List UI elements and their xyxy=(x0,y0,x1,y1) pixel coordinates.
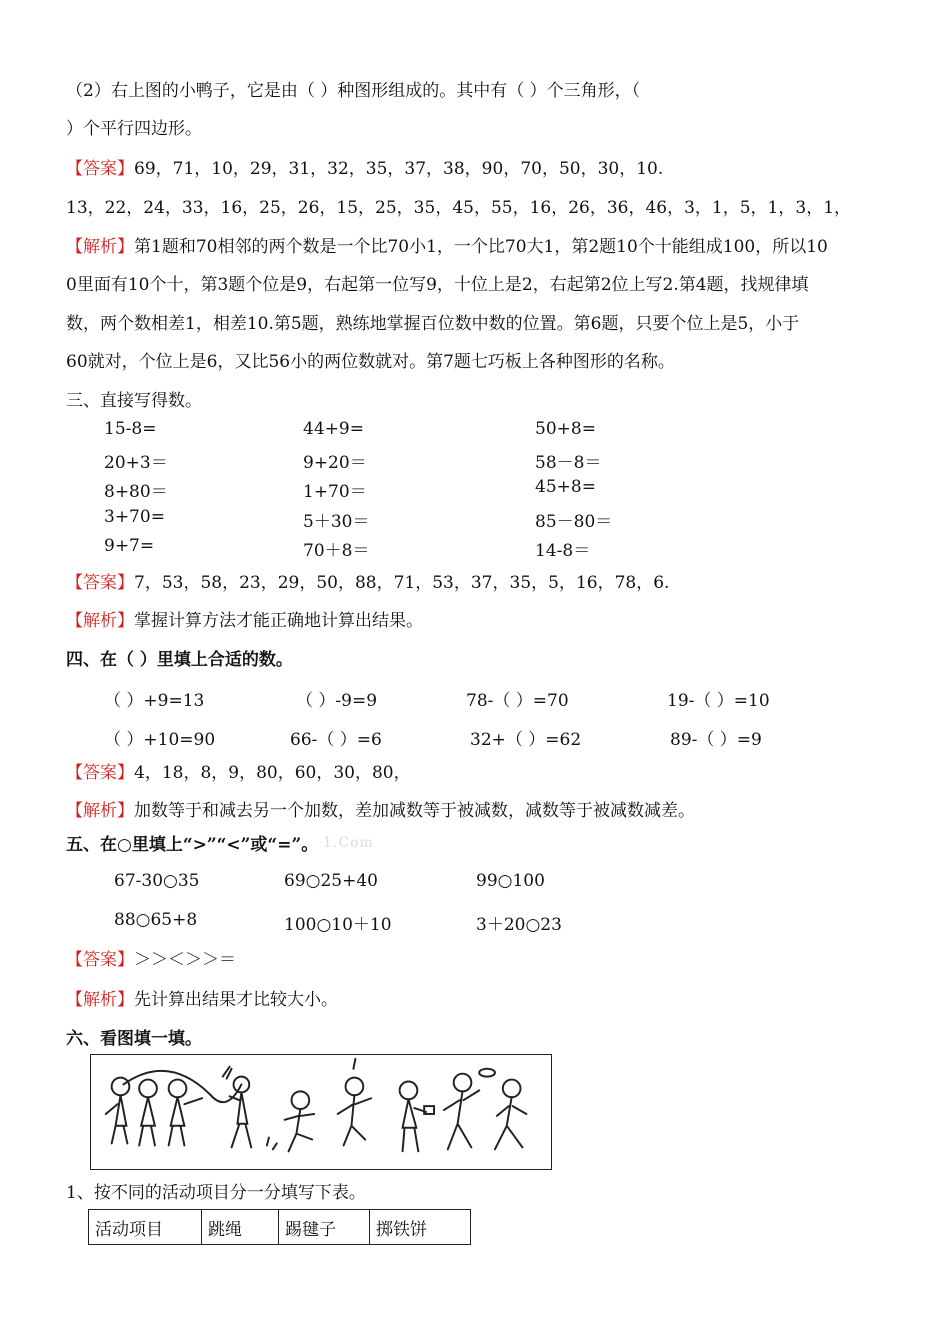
analysis-tag: 【解析】 xyxy=(66,611,134,631)
sec2-analysis-line2: 0里面有10个十，第3题个位是9，右起第一位写9，十位上是2，右起第2位上写2.第4题，找规律填 xyxy=(66,275,809,295)
sec4-analysis-text: 加数等于和减去另一个加数，差加减数等于被减数，减数等于被减数减差。 xyxy=(134,801,695,821)
sec4-r1c4: 19-（ ）=10 xyxy=(667,691,770,711)
analysis-tag: 【解析】 xyxy=(66,237,134,257)
sec2-answer xyxy=(66,158,663,180)
children-activities-illustration xyxy=(90,1054,552,1170)
table-header-cell: 跳绳 xyxy=(202,1210,279,1245)
watermark: 1.Com xyxy=(323,835,374,851)
answer-tag: 【答案】 xyxy=(66,573,134,593)
table-header-cell: 踢毽子 xyxy=(279,1210,370,1245)
sec3-answer xyxy=(66,572,669,594)
sec4-r1c1: （ ）+9=13 xyxy=(104,691,205,711)
sec4-r2c4: 89-（ ）=9 xyxy=(670,730,762,750)
sec4-r2c2: 66-（ ）=6 xyxy=(290,730,382,750)
table-header-cell: 掷铁饼 xyxy=(370,1210,471,1245)
children-drawing xyxy=(91,1055,551,1169)
sec4-r2c1: （ ）+10=90 xyxy=(104,730,216,750)
sec6-title: 六、看图填一填。 xyxy=(66,1029,202,1049)
sec3-r4c2: 5＋30＝ xyxy=(303,512,370,532)
sec4-analysis xyxy=(66,800,695,822)
sec3-r1c2: 44+9= xyxy=(303,419,364,439)
table-header-cell: 活动项目 xyxy=(89,1210,202,1245)
sec2-analysis xyxy=(66,236,828,258)
sec4-r2c3: 32+（ ）=62 xyxy=(470,730,582,750)
sec5-r1c2: 69○25+40 xyxy=(284,871,378,891)
sec3-r3c1: 8+80＝ xyxy=(104,482,168,502)
sec3-title: 三、直接写得数。 xyxy=(66,391,202,411)
sec3-r1c1: 15-8= xyxy=(104,419,157,439)
answer-tag: 【答案】 xyxy=(66,159,134,179)
sec5-r1c3: 99○100 xyxy=(476,871,545,891)
sec3-r2c3: 58－8＝ xyxy=(535,453,602,473)
answer-tag: 【答案】 xyxy=(66,763,134,783)
sec3-analysis xyxy=(66,610,423,632)
sec3-r5c2: 70＋8＝ xyxy=(303,541,370,561)
sec4-answer xyxy=(66,762,411,784)
sec3-r3c3: 45+8= xyxy=(535,477,596,497)
sec5-analysis-text: 先计算出结果才比较大小。 xyxy=(134,990,338,1010)
activity-table xyxy=(88,1209,471,1245)
q2-part2-line1: （2）右上图的小鸭子，它是由（ ）种图形组成的。其中有（ ）个三角形，（ xyxy=(66,81,641,101)
sec5-r1c1: 67-30○35 xyxy=(114,871,200,891)
sec4-r1c3: 78-（ ）=70 xyxy=(466,691,569,711)
sec4-answer-text: 4，18，8，9，80，60，30，80， xyxy=(134,763,411,783)
sec3-analysis-text: 掌握计算方法才能正确地计算出结果。 xyxy=(134,611,423,631)
sec5-answer-text: ＞＞＜＞＞＝ xyxy=(134,950,236,970)
sec5-r2c3: 3＋20○23 xyxy=(476,915,562,935)
sec3-r1c3: 50+8= xyxy=(535,419,596,439)
sec2-analysis-line3: 数，两个数相差1，相差10.第5题，熟练地掌握百位数中数的位置。第6题，只要个位上是5，小于 xyxy=(66,314,800,334)
sec2-analysis-line4: 60就对，个位上是6，又比56小的两位数就对。第7题七巧板上各种图形的名称。 xyxy=(66,352,675,372)
sec5-title: 五、在○里填上“>”“<”或“=”。 xyxy=(66,835,319,855)
q2-part2-line2: ）个平行四边形。 xyxy=(66,119,202,139)
sec3-r5c1: 9+7= xyxy=(104,536,155,556)
analysis-tag: 【解析】 xyxy=(66,990,134,1010)
sec3-answer-text: 7，53，58，23，29，50，88，71，53，37，35，5，16，78，6. xyxy=(134,573,670,593)
sec3-r5c3: 14-8＝ xyxy=(535,541,591,561)
answer-tag: 【答案】 xyxy=(66,950,134,970)
sec2-analysis-line1: 第1题和70相邻的两个数是一个比70小1，一个比70大1，第2题10个十能组成100，所以10 xyxy=(134,237,828,257)
sec3-r2c2: 9+20＝ xyxy=(303,453,367,473)
sec3-r4c1: 3+70= xyxy=(104,507,165,527)
analysis-tag: 【解析】 xyxy=(66,801,134,821)
sec2-answer-line2: 13，22，24，33，16，25，26，15，25，35，45，55，16，26，36，46，3，1，5，1，3，1， xyxy=(66,198,852,218)
sec4-title: 四、在（ ）里填上合适的数。 xyxy=(66,650,293,670)
sec5-r2c1: 88○65+8 xyxy=(114,910,198,930)
sec5-r2c2: 100○10＋10 xyxy=(284,915,392,935)
sec6-q1: 1、按不同的活动项目分一分填写下表。 xyxy=(66,1183,366,1203)
sec5-answer xyxy=(66,949,236,971)
table-row xyxy=(89,1210,471,1245)
sec2-answer-line1: 69，71，10，29，31，32，35，37，38，90，70，50，30，10. xyxy=(134,159,664,179)
sec3-r2c1: 20+3＝ xyxy=(104,453,168,473)
sec5-analysis xyxy=(66,989,338,1011)
sec3-r4c3: 85－80＝ xyxy=(535,512,613,532)
sec4-r1c2: （ ）-9=9 xyxy=(296,691,378,711)
sec3-r3c2: 1+70＝ xyxy=(303,482,367,502)
